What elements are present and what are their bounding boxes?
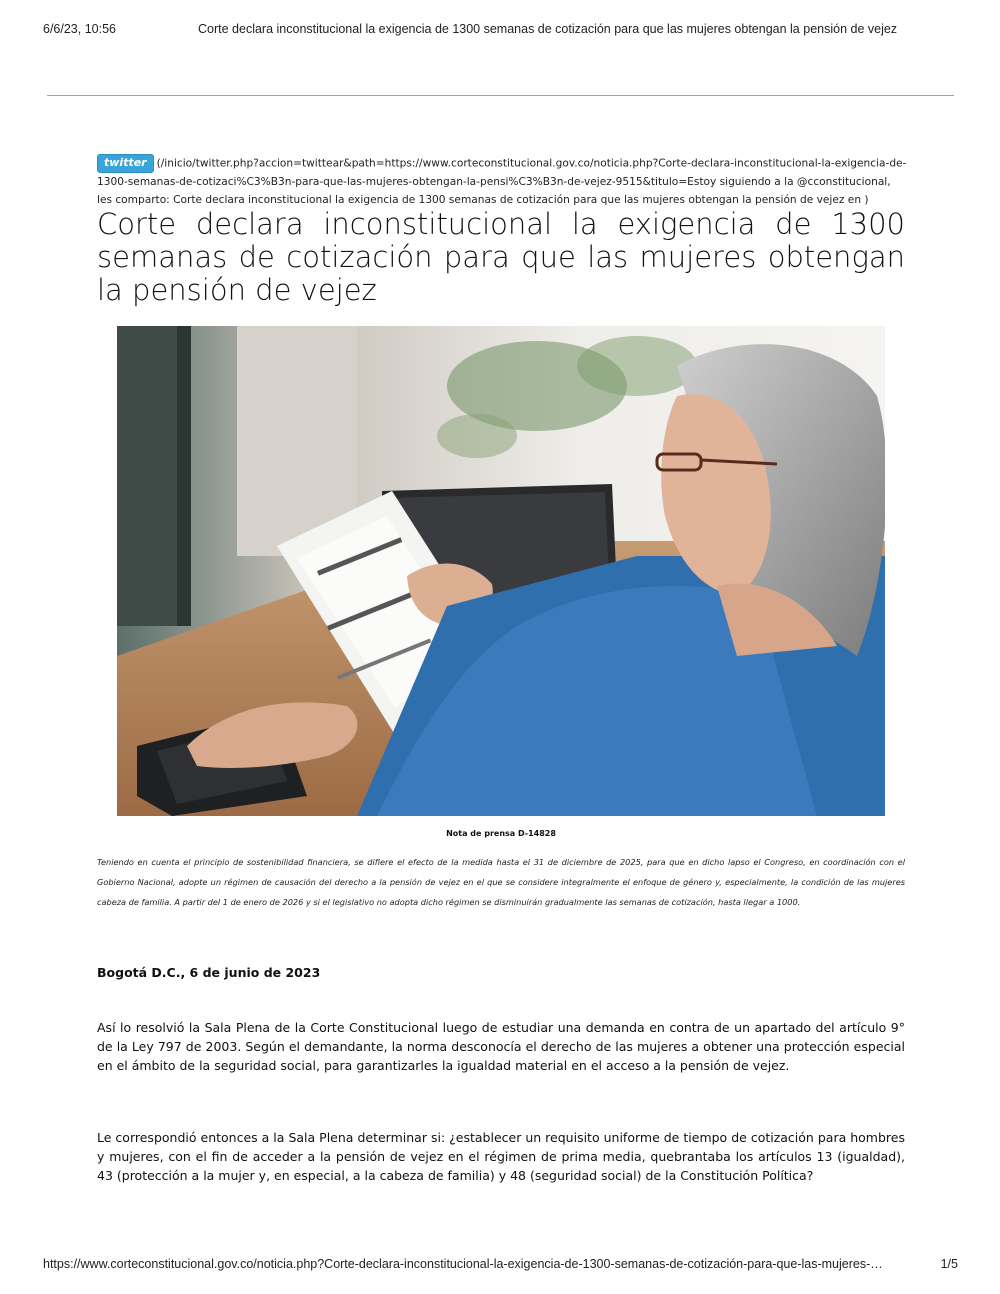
twitter-share-link[interactable]: (/inicio/twitter.php?accion=twittear&path=https://www.corteconstitucional.gov.co/noticia.php?Corte-declara-inconstitucional-la-exigencia-de-1300-semanas-de-cotizaci%C3%B3n-para-que-las-mujeres-obtengan-la-pensi%C3%B3n-de-vejez-9515&titulo=Estoy siguiendo a la @cconstitucional, les comparto: Corte declara inconstitucional la exigencia de 1300 semanas de cotización para que las mujeres obtengan la pensión de vejez en ) — [97, 157, 907, 206]
article-title: Corte declara inconstitucional la exigencia de 1300 semanas de cotización para que las mujeres obtengan la pensión de vejez — [97, 207, 905, 307]
twitter-share[interactable] — [97, 154, 907, 209]
article-paragraph: Así lo resolvió la Sala Plena de la Corte Constitucional luego de estudiar una demanda en contra de un apartado del artículo 9° de la Ley 797 de 2003. Según el demandante, la norma desconocía el derecho de las mujeres a obtener una protección especial en el ámbito de la seguridad social, para garantizarles la igualdad material en el acceso a la pensión de vejez. — [97, 1020, 905, 1073]
page-indicator: 1/5 — [940, 1257, 958, 1271]
article-dateline: Bogotá D.C., 6 de junio de 2023 — [97, 965, 321, 980]
article-paragraph: Le correspondió entonces a la Sala Plena determinar si: ¿establecer un requisito uniforme de tiempo de cotización para hombres y mujeres, con el fin de acceder a la pensión de vejez en el régimen de prima media, quebrantaba los artículos 13 (igualdad), 43 (protección a la mujer y, en especial, a la cabeza de familia) y 48 (seguridad social) de la Constitución Política? — [97, 1130, 905, 1183]
header-divider — [47, 95, 954, 96]
article-summary: Teniendo en cuenta el principio de sostenibilidad financiera, se difiere el efecto de la medida hasta el 31 de diciembre de 2025, para que en dicho lapso el Congreso, en coordinación con el Gobierno Nacional, adopte un régimen de causación del derecho a la pensión de vejez en el que se considere integralmente el enfoque de género y, especialmente, la condición de las mujeres cabeza de familia. A partir del 1 de enero de 2026 y si el legislativo no adopta dicho régimen se disminuirán gradualmente las semanas de cotización, hasta llegar a 1000. — [97, 857, 905, 908]
twitter-icon[interactable]: twitter — [97, 154, 154, 173]
print-datetime: 6/6/23, 10:56 — [43, 22, 116, 36]
image-caption: Nota de prensa D-14828 — [446, 829, 556, 838]
article-photo — [117, 326, 885, 816]
print-footer-url: https://www.corteconstitucional.gov.co/noticia.php?Corte-declara-inconstitucional-la-exigencia-de-1300-semanas-de-cotización-para-que-las-mujeres-… — [43, 1257, 883, 1271]
print-page-title: Corte declara inconstitucional la exigencia de 1300 semanas de cotización para que las mujeres obtengan la pensión de vejez — [198, 22, 898, 36]
